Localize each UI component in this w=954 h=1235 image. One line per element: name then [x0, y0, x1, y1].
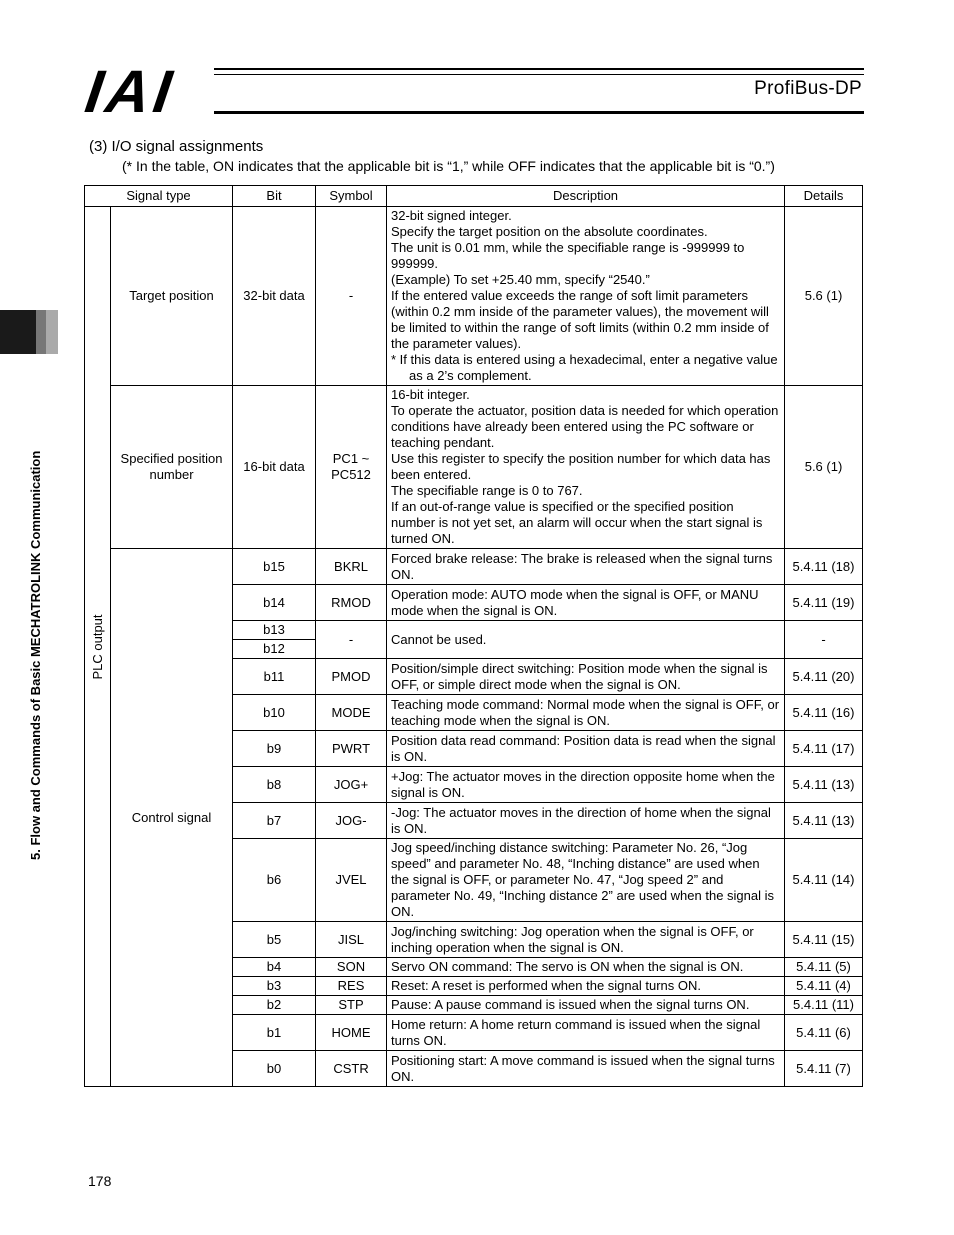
- description-cell: +Jog: The actuator moves in the direction opposite home when the signal is ON.: [387, 767, 785, 803]
- details-cell: 5.4.11 (15): [785, 922, 863, 958]
- bit-cell: b13: [233, 621, 316, 640]
- symbol-cell: JVEL: [316, 839, 387, 922]
- symbol-cell: PMOD: [316, 659, 387, 695]
- bit-cell: b2: [233, 996, 316, 1015]
- bit-cell: b15: [233, 549, 316, 585]
- symbol-cell: HOME: [316, 1015, 387, 1051]
- bit-cell: b6: [233, 839, 316, 922]
- details-cell: 5.4.11 (17): [785, 731, 863, 767]
- chapter-side-title: 5. Flow and Commands of Basic MECHATROLINK Communication: [28, 450, 43, 860]
- bit-cell: b4: [233, 958, 316, 977]
- details-cell: 5.4.11 (7): [785, 1051, 863, 1087]
- details-cell: 5.4.11 (20): [785, 659, 863, 695]
- header-description: Description: [387, 186, 785, 207]
- symbol-cell: JOG+: [316, 767, 387, 803]
- bit-cell: b7: [233, 803, 316, 839]
- symbol-cell: CSTR: [316, 1051, 387, 1087]
- description-cell: Operation mode: AUTO mode when the signal is OFF, or MANU mode when the signal is ON.: [387, 585, 785, 621]
- description-cell: Home return: A home return command is issued when the signal turns ON.: [387, 1015, 785, 1051]
- page-number: 178: [88, 1173, 112, 1189]
- details-cell: 5.4.11 (18): [785, 549, 863, 585]
- header-details: Details: [785, 186, 863, 207]
- details-cell: 5.4.11 (13): [785, 767, 863, 803]
- group-label: PLC output: [89, 613, 105, 680]
- section-title: (3) I/O signal assignments: [89, 138, 264, 155]
- symbol-cell: PC1 ~ PC512: [316, 386, 387, 549]
- description-line: If the entered value exceeds the range of soft limit parameters (within 0.2 mm inside of the parameter values), the movement will be limited to within the range of soft limits (within 0.2 mm inside of the parameter values).: [391, 288, 769, 351]
- details-cell: 5.4.11 (19): [785, 585, 863, 621]
- header-rule-bottom: [214, 111, 864, 114]
- description-line: 16-bit integer.: [391, 387, 470, 402]
- details-cell: 5.4.11 (5): [785, 958, 863, 977]
- table-row-target-position: [85, 207, 863, 386]
- description-cell: Servo ON command: The servo is ON when the signal is ON.: [387, 958, 785, 977]
- description-cell: Positioning start: A move command is issued when the signal turns ON.: [387, 1051, 785, 1087]
- header-rule-top: [214, 68, 864, 70]
- chapter-tab-shade-light: [46, 310, 58, 354]
- description-cell: Pause: A pause command is issued when the signal turns ON.: [387, 996, 785, 1015]
- description-line: Specify the target position on the absolute coordinates.: [391, 224, 708, 239]
- bit-cell: b1: [233, 1015, 316, 1051]
- iai-logo: IAI: [81, 58, 180, 125]
- group-cell: [85, 207, 111, 1087]
- header-symbol: Symbol: [316, 186, 387, 207]
- bit-cell: b14: [233, 585, 316, 621]
- signal-type-cell: Specified position number: [111, 386, 233, 549]
- details-cell: 5.4.11 (4): [785, 977, 863, 996]
- chapter-tab-shade-dark: [36, 310, 46, 354]
- symbol-cell: RMOD: [316, 585, 387, 621]
- signal-type-cell: Control signal: [111, 549, 233, 1087]
- details-cell: 5.6 (1): [785, 386, 863, 549]
- details-cell: 5.4.11 (11): [785, 996, 863, 1015]
- bit-cell: 32-bit data: [233, 207, 316, 386]
- symbol-cell: STP: [316, 996, 387, 1015]
- table-row-specified-position: [85, 386, 863, 549]
- description-line: The specifiable range is 0 to 767.: [391, 483, 583, 498]
- section-note: (* In the table, ON indicates that the applicable bit is “1,” while OFF indicates that the applicable bit is “0.”): [122, 158, 775, 174]
- description-cell: Cannot be used.: [387, 621, 785, 659]
- details-cell: 5.4.11 (13): [785, 803, 863, 839]
- header-signal-type: Signal type: [85, 186, 233, 207]
- details-cell: 5.4.11 (14): [785, 839, 863, 922]
- bit-cell: b10: [233, 695, 316, 731]
- description-cell: Forced brake release: The brake is released when the signal turns ON.: [387, 549, 785, 585]
- description-cell: -Jog: The actuator moves in the direction of home when the signal is ON.: [387, 803, 785, 839]
- symbol-cell: SON: [316, 958, 387, 977]
- description-cell: Reset: A reset is performed when the signal turns ON.: [387, 977, 785, 996]
- description-line: Use this register to specify the position number for which data has been entered.: [391, 451, 771, 482]
- header-bit: Bit: [233, 186, 316, 207]
- table-header-row: [85, 186, 863, 207]
- details-cell: -: [785, 621, 863, 659]
- symbol-cell: -: [316, 621, 387, 659]
- symbol-cell: -: [316, 207, 387, 386]
- details-cell: 5.4.11 (16): [785, 695, 863, 731]
- description-cell: Position/simple direct switching: Position mode when the signal is OFF, or simple direct mode when the signal is ON.: [387, 659, 785, 695]
- description-cell: Jog/inching switching: Jog operation when the signal is OFF, or inching operation when the signal is ON.: [387, 922, 785, 958]
- description-line: (Example) To set +25.40 mm, specify “2540.”: [391, 272, 650, 287]
- bit-cell: b5: [233, 922, 316, 958]
- description-cell: [387, 386, 785, 549]
- bit-cell: 16-bit data: [233, 386, 316, 549]
- symbol-cell: BKRL: [316, 549, 387, 585]
- description-cell: Teaching mode command: Normal mode when the signal is OFF, or teaching mode when the signal is ON.: [387, 695, 785, 731]
- bit-cell: b11: [233, 659, 316, 695]
- header-rule-top-thin: [214, 74, 864, 75]
- details-cell: 5.4.11 (6): [785, 1015, 863, 1051]
- description-line: The unit is 0.01 mm, while the specifiable range is -999999 to 999999.: [391, 240, 745, 271]
- description-line: 32-bit signed integer.: [391, 208, 512, 223]
- symbol-cell: JOG-: [316, 803, 387, 839]
- bit-cell: b0: [233, 1051, 316, 1087]
- bit-cell: b3: [233, 977, 316, 996]
- table-row: [85, 549, 863, 585]
- product-name: ProfiBus-DP: [754, 78, 862, 99]
- description-line: To operate the actuator, position data is needed for which operation conditions have already been entered using the PC software or teaching pendant.: [391, 403, 779, 450]
- signal-type-cell: Target position: [111, 207, 233, 386]
- details-cell: 5.6 (1): [785, 207, 863, 386]
- io-signal-table: [84, 185, 863, 1087]
- description-cell: [387, 207, 785, 386]
- bit-cell: b12: [233, 640, 316, 659]
- symbol-cell: PWRT: [316, 731, 387, 767]
- bit-cell: b8: [233, 767, 316, 803]
- symbol-cell: MODE: [316, 695, 387, 731]
- description-cell: Jog speed/inching distance switching: Parameter No. 26, “Jog speed” and parameter No. 48, “Inching distance” are used when the signal is OFF, or parameter No. 47, “Jog speed 2” and parameter No. 49, “Inching distance 2” are used when the signal is ON.: [387, 839, 785, 922]
- description-cell: Position data read command: Position data is read when the signal is ON.: [387, 731, 785, 767]
- chapter-tab-marker: [0, 310, 36, 354]
- description-note: * If this data is entered using a hexadecimal, enter a negative value as a 2’s complement.: [391, 352, 778, 383]
- symbol-cell: RES: [316, 977, 387, 996]
- symbol-cell: JISL: [316, 922, 387, 958]
- description-line: If an out-of-range value is specified or the specified position number is not yet set, an alarm will occur when the start signal is turned ON.: [391, 499, 763, 546]
- bit-cell: b9: [233, 731, 316, 767]
